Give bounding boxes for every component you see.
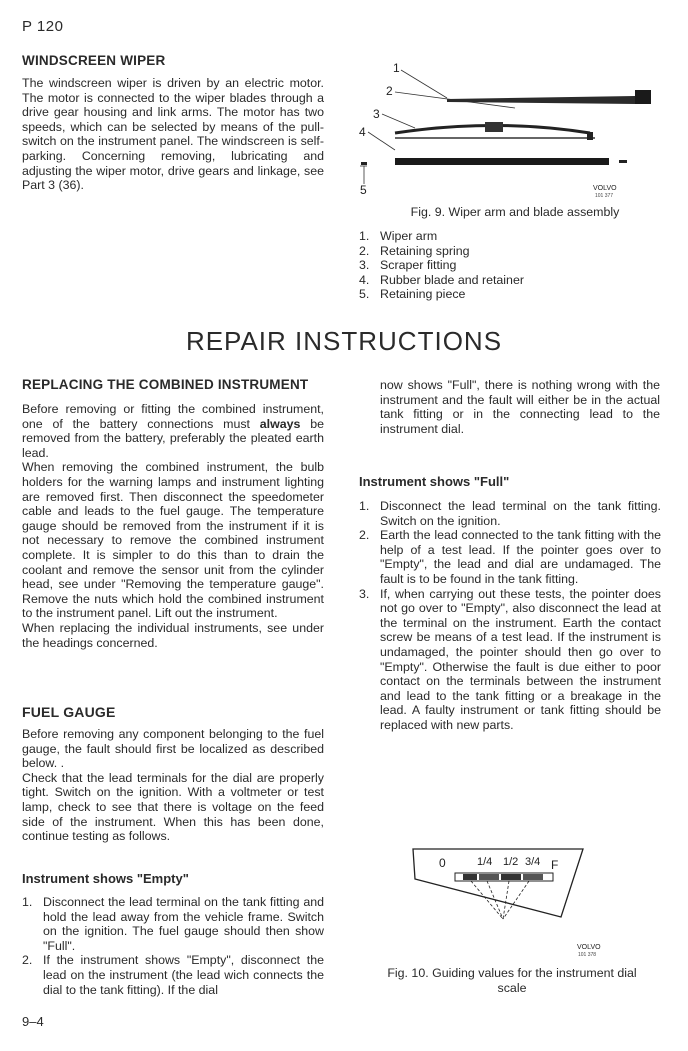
scale-label-quarter: 1/4	[477, 856, 493, 868]
wiper-parts-list	[359, 229, 659, 302]
wiper-figure	[355, 58, 655, 200]
wiper-body: The windscreen wiper is driven by an electric motor. The motor is connected to the wiper blades through a drive gear housing and link arms. The motor has two speeds, which can be selected by means of the pull-switch on the instrument panel. The windscreen is self-parking. Concerning removing, lubricating and adjusting the wiper motor, drive gears and linkage, see Part 3 (36).	[22, 76, 324, 193]
empty-step-continued: now shows "Full", there is nothing wrong with the instrument and the fault will either be in the actual tank fitting or in the connecting lead to the instrument dial.	[380, 378, 660, 436]
callout-1: 1	[393, 61, 400, 75]
wiper-heading: WINDSCREEN WIPER	[22, 53, 166, 68]
scale-label-half: 1/2	[503, 856, 519, 868]
step-item: 2. Earth the lead connected to the tank fitting with the help of a test lead. If the pointer goes over to "Empty", the lead and dial are undamaged. The fault is to be found in the tank fitting.	[359, 528, 661, 586]
step-item: 1. Disconnect the lead terminal on the tank fitting. Switch on the ignition.	[359, 499, 661, 528]
combined-heading: REPLACING THE COMBINED INSTRUMENT	[22, 377, 309, 392]
callout-4: 4	[359, 125, 366, 139]
scale-label-0: 0	[439, 856, 446, 870]
fig10-code: 101 378	[578, 952, 597, 958]
fig9-mark: VOLVO	[593, 185, 617, 192]
scale-label-full: F	[551, 858, 559, 872]
fig10-mark: VOLVO	[577, 944, 601, 951]
step-item: 2. If the instrument shows "Empty", disconnect the lead on the instrument (the lead wich connects the dial to the tank fitting). If the dial	[22, 953, 324, 997]
callout-5: 5	[360, 183, 367, 197]
step-item: 1. Disconnect the lead terminal on the tank fitting and hold the lead away from the vehicle frame. Switch on the ignition. The fuel gauge should then show "Full".	[22, 895, 324, 953]
callout-3: 3	[373, 107, 380, 121]
page-number: P 120	[22, 18, 64, 35]
empty-steps	[22, 895, 324, 997]
part-item: 4. Rubber blade and retainer	[359, 272, 524, 287]
fig10-caption: Fig. 10. Guiding values for the instrument dial scale	[387, 966, 637, 995]
part-item: 5. Retaining piece	[359, 287, 466, 302]
step-item: 3. If, when carrying out these tests, the pointer does not go over to "Empty", also disconnect the lead at the terminal on the instrument. Earth the contact screw be means of a test lead. If the instrument is undamaged, the pointer should then go over to "Empty". Otherwise the fault is due either to poor contact on the terminals between the instrument and lead to the tank fitting or a breakage in the lead. A faulty instrument or tank fitting should be replaced with new parts.	[359, 586, 661, 732]
full-steps	[359, 499, 661, 733]
full-heading: Instrument shows "Full"	[359, 474, 510, 489]
repair-instructions-title: REPAIR INSTRUCTIONS	[185, 326, 503, 356]
combined-body: Before removing or fitting the combined instrument, one of the battery connections must always be removed from the battery, preferably the pleated earth lead. When removing the combined instrument, the bulb holders for the warning lamps and instrument lighting are removed first. Then disconnect the speedometer cable and leads to the fuel gauge. The temperature gauge should be removed from the instrument if it is not necessary to remove the combined instrument complete. It is simpler to do this than to drain the coolant and remove the sensor unit from the cylinder head, see under "Removing the temperature gauge". Remove the nuts which hold the combined instrument to the instrument panel. Lift out the instrument. When replacing the individual instruments, see under the headings concerned.	[22, 402, 324, 650]
fig9-code: 101 377	[595, 193, 614, 199]
callout-2: 2	[386, 84, 393, 98]
part-item: 1. Wiper arm	[359, 229, 438, 243]
empty-heading: Instrument shows "Empty"	[22, 871, 189, 886]
page-footer: 9–4	[22, 1014, 44, 1029]
part-item: 2. Retaining spring	[359, 243, 470, 258]
scale-label-three-quarter: 3/4	[525, 856, 541, 868]
fuel-gauge-heading: FUEL GAUGE	[22, 704, 116, 720]
fuel-gauge-body: Before removing any component belonging to the fuel gauge, the fault should first be localized as described below. . Check that the lead terminals for the dial are properly tight. Switch on the ignition. With a voltmeter or test lamp, check to see that there is voltage on the feed side of the instrument. When this has been done, continue testing as follows.	[22, 727, 324, 844]
part-item: 3. Scraper fitting	[359, 258, 457, 273]
fig9-caption: Fig. 9. Wiper arm and blade assembly	[410, 205, 620, 219]
dial-scale-figure	[411, 847, 611, 959]
